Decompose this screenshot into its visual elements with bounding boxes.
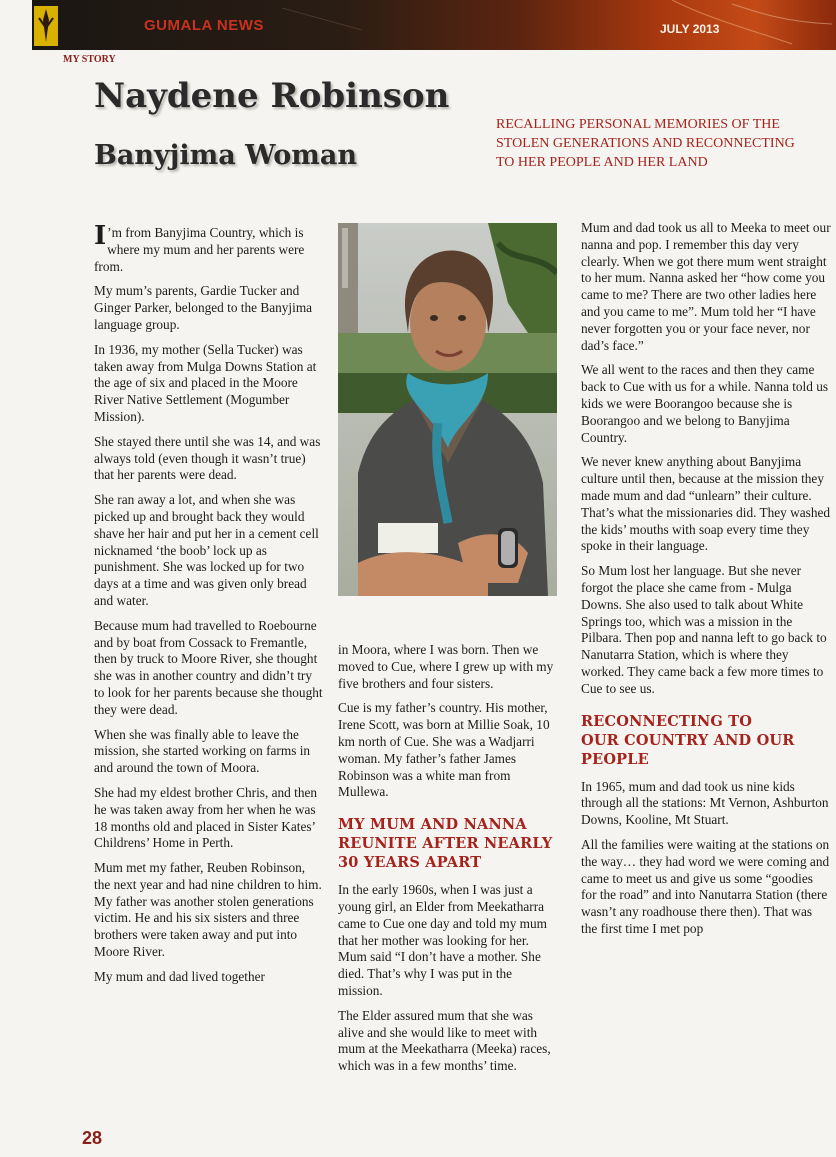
standfirst-line: TO HER PEOPLE AND HER LAND <box>496 155 708 170</box>
body-paragraph <box>94 221 324 275</box>
page-number: 28 <box>82 1128 103 1148</box>
column-2 <box>338 642 560 1083</box>
column-3 <box>581 220 831 946</box>
subhead-line: MY MUM AND NANNA <box>338 816 527 834</box>
body-paragraph: My mum’s parents, Gardie Tucker and Ginger Parker, belonged to the Banyjima language group. <box>94 283 313 332</box>
body-paragraph: Cue is my father’s country. His mother, Irene Scott, was born at Millie Soak, 10 km north of Cue. She was a Wadjarri woman. My father’s father James Robinson was a white man from Mullewa. <box>338 700 550 800</box>
standfirst-line: STOLEN GENERATIONS AND RECONNECTING <box>496 136 795 151</box>
body-paragraph: She had my eldest brother Chris, and then he was taken away from her when he was 18 months old and placed in Sister Kates’ Childrens’ Home in Perth. <box>94 784 318 851</box>
section-subhead <box>581 712 831 769</box>
body-paragraph: In 1936, my mother (Sella Tucker) was taken away from Mulga Downs Station at the age of six and placed in the Moore River Native Settlement (Mogumber Mission). <box>94 341 317 424</box>
column-1 <box>94 221 324 994</box>
portrait-photo-icon <box>338 223 557 596</box>
issue-date: JULY 2013 <box>660 22 720 36</box>
body-paragraph: Mum met my father, Reuben Robinson, the next year and had nine children to him. My father was another stolen generations victim. He and his six sisters and three brothers were taken away and put into Moore River. <box>94 860 322 960</box>
body-paragraph: We all went to the races and then they came back to Cue with us for a while. Nanna told us kids we were Boorangoo because she is Boorangoo and we belong to Banyjima Country. <box>581 362 829 445</box>
body-paragraph: We never knew anything about Banyjima culture until then, because at the mission they made mum and dad “unlearn” their culture. That’s what the missionaries did. They washed the kids’ mouths with soap every time they spoke in their language. <box>581 454 831 554</box>
body-paragraph: Mum and dad took us all to Meeka to meet our nanna and pop. I remember this day very clearly. When we got there mum went straight to her mum. Nanna asked her “how come you came to me? There are two other ladies here and you came to me”. Mum told her “I have never forgotten you or your face never, nor dad’s face.” <box>581 220 831 353</box>
subhead-line: OUR COUNTRY AND OUR <box>581 731 795 749</box>
body-paragraph: in Moora, where I was born. Then we moved to Cue, where I grew up with my five brothers and four sisters. <box>338 642 554 691</box>
standfirst <box>496 115 832 172</box>
body-paragraph: In the early 1960s, when I was just a young girl, an Elder from Meekatharra came to Cue one day and told my mum that her mother was looking for her. Mum said “I don’t have a mother. She died. That’s why I was put in the mission. <box>338 882 548 998</box>
standfirst-line: RECALLING PERSONAL MEMORIES OF THE <box>496 117 780 132</box>
subhead-line: REUNITE AFTER NEARLY <box>338 835 553 853</box>
article-subtitle: Banyjima Woman <box>94 140 357 171</box>
body-paragraph: My mum and dad lived together <box>94 968 265 984</box>
paragraph-text: ’m from Banyjima Country, which is where my mum and her parents were from. <box>94 225 305 274</box>
section-label: MY STORY <box>63 54 116 65</box>
body-paragraph: So Mum lost her language. But she never forgot the place she came from - Mulga Downs. She also used to talk about White Springs too, which was a mission in the Pilbara. Then pop and nanna left to go back to Nanutarra Station, which is where they worked. They came back a few more times to Cue to see us. <box>581 563 827 696</box>
drop-cap: I <box>94 221 107 251</box>
subhead-line: 30 YEARS APART <box>338 854 482 872</box>
subhead-line: PEOPLE <box>581 750 649 768</box>
subhead-line: RECONNECTING TO <box>581 712 753 730</box>
body-paragraph: All the families were waiting at the stations on the way… they had word we were coming and came to meet us and give us some “goodies for the road” and into Nanutarra Station (there wasn’t any roadhouse there then). That was the first time I met pop <box>581 836 830 936</box>
body-paragraph: Because mum had travelled to Roebourne and by boat from Cossack to Fremantle, then by truck to Moore River, she thought she was in another country and didn’t try to look for her parents because she thought they were dead. <box>94 617 323 717</box>
body-paragraph: She stayed there until she was 14, and was always told (even though it wasn’t true) that her parents were dead. <box>94 433 321 483</box>
body-paragraph: When she was finally able to leave the mission, she started working on farms in and around the town of Moora. <box>94 726 311 776</box>
body-paragraph: In 1965, mum and dad took us nine kids through all the stations: Mt Vernon, Ashburton Downs, Kooline, Mt Stuart. <box>581 778 829 828</box>
article-title: Naydene Robinson <box>94 76 450 116</box>
portrait-photo <box>338 223 557 596</box>
body-paragraph: The Elder assured mum that she was alive and she would like to meet with mum at the Meekatharra (Meeka) races, which was in a few months’ time. <box>338 1007 551 1074</box>
section-subhead <box>338 815 560 872</box>
spear-emblem-icon <box>34 6 58 46</box>
body-paragraph: She ran away a lot, and when she was picked up and brought back they would shave her hair and put her in a cement cell nicknamed ‘the boob’ lock up as punishment. She was locked up for two days at a time and was given only bread and water. <box>94 492 319 608</box>
magazine-name: GUMALA NEWS <box>144 17 264 34</box>
